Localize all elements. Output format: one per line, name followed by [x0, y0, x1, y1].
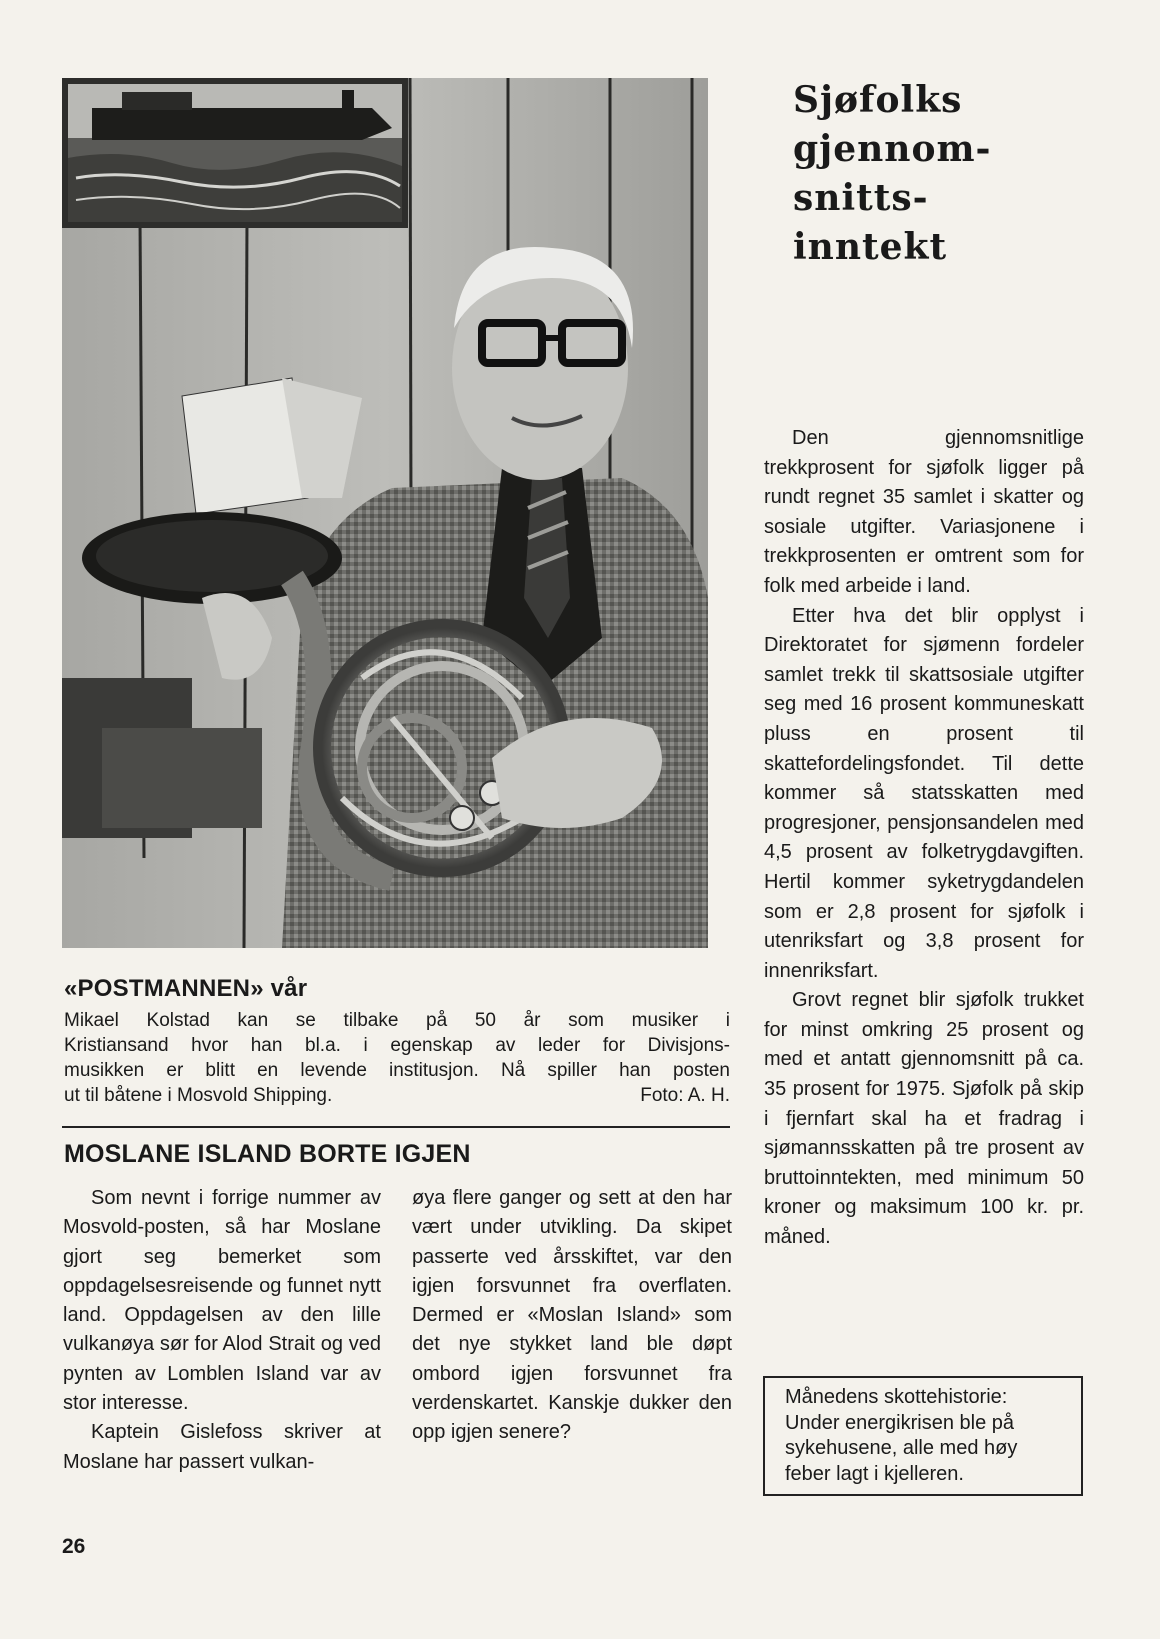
caption-line: ut til båtene i Mosvold Shipping. [64, 1085, 333, 1106]
article-column-1 [63, 1184, 381, 1477]
article-title: MOSLANE ISLAND BORTE IGJEN [64, 1140, 471, 1168]
photo-credit: Foto: A. H. [640, 1085, 730, 1106]
article-headline [793, 76, 992, 272]
paragraph: Som nevnt i forrige nummer av Mosvold-posten, så har Moslane gjort seg bemerket som oppdagelsesreisende og funnet nytt land. Oppdagelsen av den lille vulkanøya sør for Alod Strait og ved pynten av Lomblen Island var av stor interesse. [63, 1187, 381, 1415]
note-line: feber lagt i kjelleren. [785, 1462, 964, 1485]
caption-line: Kristiansand hvor han bl.a. i egenskap av leder for Divisjons- [64, 1035, 730, 1056]
article-column-right [764, 424, 1084, 1253]
article-column-2 [412, 1184, 732, 1448]
note-line: Månedens skottehistorie: [785, 1386, 1008, 1408]
headline-line: Sjøfolks [793, 79, 963, 121]
headline-line: snitts- [793, 177, 929, 219]
photo-caption-title: «POSTMANNEN» vår [64, 975, 308, 1002]
section-divider [62, 1126, 730, 1128]
headline-line: gjennom- [793, 128, 992, 170]
caption-last-line [64, 1083, 730, 1108]
photo-musician-with-french-horn-icon [62, 78, 708, 948]
note-line: Under energikrisen ble på [785, 1411, 1015, 1434]
paragraph: øya flere ganger og sett at den har vært under utvikling. Da skipet passerte ved årsskiftet, var den igjen forsvunnet fra overflaten. Dermed er «Moslan Island» som det nye stykket land ble døpt ombord igjen forsvunnet fra verdenskartet. Kanskje dukker den opp igjen senere? [412, 1187, 732, 1444]
paragraph: Kaptein Gislefoss skriver at Moslane har passert vulkan- [63, 1421, 381, 1473]
caption-line: musikken er blitt en levende institusjon. Nå spiller han posten [64, 1060, 730, 1081]
caption-line: Mikael Kolstad kan se tilbake på 50 år som musiker i [64, 1010, 730, 1031]
headline-line: inntekt [793, 226, 948, 268]
paragraph: Den gjennomsnitlige trekkprosent for sjøfolk ligger på rundt regnet 35 samlet i skatter og sosiale utgifter. Variasjonene i trekkprosenten er omtrent som for folk med arbeide i land. [764, 427, 1084, 597]
note-line: sykehusene, alle med høy [785, 1437, 1018, 1459]
boxed-note [763, 1376, 1083, 1496]
page-number: 26 [62, 1535, 86, 1558]
photo-caption [64, 1008, 730, 1108]
paragraph: Grovt regnet blir sjøfolk trukket for minst omkring 25 prosent og med et antatt gjennomsnitt på ca. 35 prosent for 1975. Sjøfolk på skip i fjernfart skal ha et fradrag i sjømannsskatten på tre prosent av bruttoinntekten, med minimum 50 kroner og maksimum 100 kr. pr. måned. [764, 989, 1084, 1249]
paragraph: Etter hva det blir opplyst i Direktoratet for sjømenn fordeler samlet trekk til skattsosiale utgifter seg med 16 prosent kommuneskatt pluss en prosent til skattefordelingsfondet. Til dette kommer så statsskatten med progresjoner, pensjonsandelen med 4,5 prosent av folketrygdavgiften. Hertil kommer syketrygdandelen som er 2,8 prosent for sjøfolk i utenriksfart og 3,8 prosent for innenriksfart. [764, 604, 1084, 982]
photo [62, 78, 708, 948]
